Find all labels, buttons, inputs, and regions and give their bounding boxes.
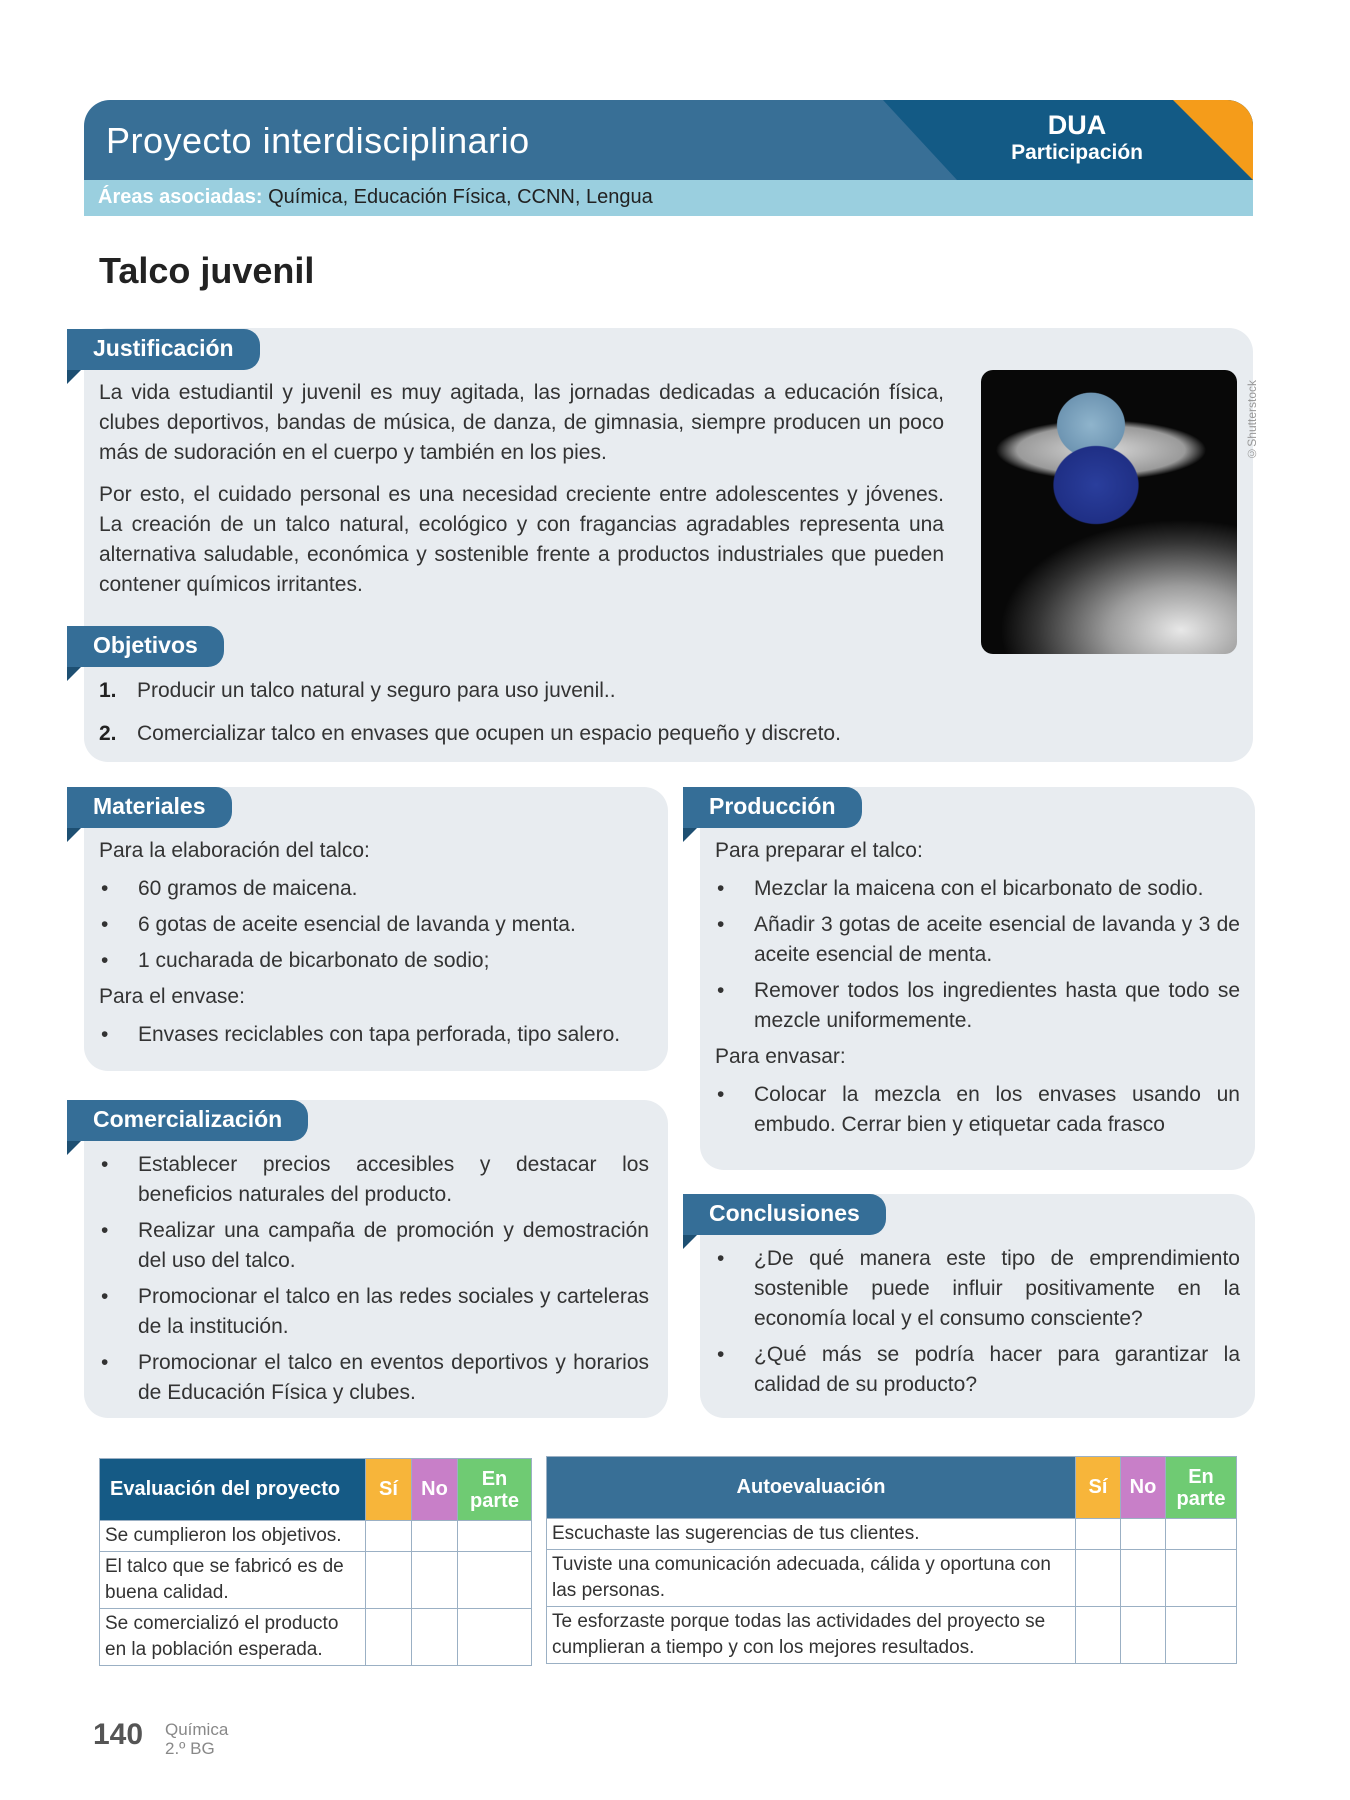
check-cell[interactable] <box>1166 1550 1237 1607</box>
areas-label: Áreas asociadas: <box>98 186 263 208</box>
check-cell[interactable] <box>458 1521 532 1552</box>
check-cell[interactable] <box>1166 1607 1237 1664</box>
check-cell[interactable] <box>366 1552 412 1609</box>
item-text: Comercializar talco en envases que ocupen un espacio pequeño y discreto. <box>137 722 841 745</box>
criterion: Te esforzaste porque todas las actividades del proyecto se cumplieran a tiempo y con los mejores resultados. <box>547 1607 1076 1664</box>
table-row <box>547 1519 1237 1550</box>
table-row <box>547 1607 1237 1664</box>
production-subheading: Para envasar: <box>715 1045 846 1068</box>
commercialization-content <box>99 1150 649 1414</box>
production-content <box>715 836 1240 1146</box>
list-item: • Envases reciclables con tapa perforada, tipo salero. <box>99 1020 659 1050</box>
col-si: Sí <box>1076 1457 1121 1519</box>
check-cell[interactable] <box>1166 1519 1237 1550</box>
page-number: 140 <box>93 1718 144 1751</box>
check-cell[interactable] <box>1121 1550 1166 1607</box>
tab-justificacion: Justificación <box>67 329 260 370</box>
criterion: Escuchaste las sugerencias de tus clientes. <box>547 1519 1076 1550</box>
check-cell[interactable] <box>1121 1607 1166 1664</box>
project-evaluation-table <box>99 1458 532 1666</box>
check-cell[interactable] <box>458 1609 532 1666</box>
list-item: • Colocar la mezcla en los envases usando un embudo. Cerrar bien y etiquetar cada frasco <box>715 1080 1240 1140</box>
project-header <box>84 100 1253 180</box>
check-cell[interactable] <box>1076 1607 1121 1664</box>
materials-subheading: Para la elaboración del talco: <box>99 839 370 862</box>
table-row <box>100 1521 532 1552</box>
tab-comercializacion: Comercialización <box>67 1100 308 1141</box>
check-cell[interactable] <box>1121 1519 1166 1550</box>
criterion: El talco que se fabricó es de buena calidad. <box>100 1552 366 1609</box>
list-item: • Promocionar el talco en eventos deportivos y horarios de Educación Física y clubes. <box>99 1348 649 1408</box>
list-item: • 6 gotas de aceite esencial de lavanda y menta. <box>99 910 659 940</box>
check-cell[interactable] <box>412 1552 458 1609</box>
col-no: No <box>1121 1457 1166 1519</box>
list-item: • 60 gramos de maicena. <box>99 874 659 904</box>
page-title: Talco juvenil <box>99 250 315 291</box>
item-number: 2. <box>99 722 117 745</box>
check-cell[interactable] <box>366 1521 412 1552</box>
header-title: Proyecto interdisciplinario <box>106 120 530 161</box>
table-row <box>547 1550 1237 1607</box>
page-footer <box>93 1718 229 1758</box>
criterion: Tuviste una comunicación adecuada, cálida y oportuna con las personas. <box>547 1550 1076 1607</box>
subject: Química <box>165 1720 229 1739</box>
table-row <box>100 1609 532 1666</box>
tab-conclusiones: Conclusiones <box>683 1194 886 1235</box>
list-item <box>99 719 1199 749</box>
production-subheading: Para preparar el talco: <box>715 839 923 862</box>
materials-subheading: Para el envase: <box>99 985 245 1008</box>
grade: 2.º BG <box>165 1739 215 1758</box>
item-number: 1. <box>99 679 117 702</box>
justification-text <box>99 378 944 612</box>
check-cell[interactable] <box>1076 1519 1121 1550</box>
subject-info <box>165 1720 285 1758</box>
col-en-parte: En parte <box>1166 1457 1237 1519</box>
col-en-parte: En parte <box>458 1459 532 1521</box>
list-item: • 1 cucharada de bicarbonato de sodio; <box>99 946 659 976</box>
talc-bottle-photo <box>981 370 1237 654</box>
list-item: • Añadir 3 gotas de aceite esencial de lavanda y 3 de aceite esencial de menta. <box>715 910 1240 970</box>
check-cell[interactable] <box>1076 1550 1121 1607</box>
list-item: • Promocionar el talco en las redes sociales y carteleras de la institución. <box>99 1282 649 1342</box>
objectives-list <box>99 676 1199 762</box>
justification-paragraph: La vida estudiantil y juvenil es muy agitada, las jornadas dedicadas a educación física, clubes deportivos, bandas de música, de danza, de gimnasia, siempre producen un poco más de sudoración en el cuerpo y también en los pies. <box>99 381 944 464</box>
materials-content <box>99 836 659 1056</box>
list-item: • Establecer precios accesibles y destacar los beneficios naturales del producto. <box>99 1150 649 1210</box>
check-cell[interactable] <box>412 1521 458 1552</box>
list-item <box>99 676 1199 706</box>
table-row <box>100 1552 532 1609</box>
criterion: Se cumplieron los objetivos. <box>100 1521 366 1552</box>
item-text: Producir un talco natural y seguro para uso juvenil.. <box>137 679 616 702</box>
check-cell[interactable] <box>412 1609 458 1666</box>
areas-strip <box>84 180 1253 216</box>
list-item: • Realizar una campaña de promoción y demostración del uso del talco. <box>99 1216 649 1276</box>
check-cell[interactable] <box>366 1609 412 1666</box>
dua-label <box>1011 110 1143 165</box>
criterion: Se comercializó el producto en la población esperada. <box>100 1609 366 1666</box>
self-evaluation-table <box>546 1456 1237 1664</box>
list-item: • ¿De qué manera este tipo de emprendimiento sostenible puede influir positivamente en la economía local y el consumo consciente? <box>715 1244 1240 1334</box>
tab-materiales: Materiales <box>67 787 232 828</box>
list-item: • Remover todos los ingredientes hasta que todo se mezcle uniformemente. <box>715 976 1240 1036</box>
tab-produccion: Producción <box>683 787 862 828</box>
table-header: Autoevaluación <box>547 1457 1076 1519</box>
col-si: Sí <box>366 1459 412 1521</box>
dua-subtitle: Participación <box>1011 141 1143 164</box>
dua-title: DUA <box>1047 110 1107 140</box>
list-item: • ¿Qué más se podría hacer para garantizar la calidad de su producto? <box>715 1340 1240 1400</box>
photo-credit: ©Shutterstock <box>1245 380 1259 461</box>
tab-objetivos: Objetivos <box>67 626 224 667</box>
check-cell[interactable] <box>458 1552 532 1609</box>
list-item: • Mezclar la maicena con el bicarbonato de sodio. <box>715 874 1240 904</box>
col-no: No <box>412 1459 458 1521</box>
areas-value: Química, Educación Física, CCNN, Lengua <box>268 186 653 208</box>
conclusions-content <box>715 1244 1240 1406</box>
justification-paragraph: Por esto, el cuidado personal es una necesidad creciente entre adolescentes y jóvenes. La creación de un talco natural, ecológico y con fragancias agradables representa una alternativa saludable, económica y sostenible frente a productos industriales que pueden contener químicos irritantes. <box>99 483 944 596</box>
table-header: Evaluación del proyecto <box>100 1459 366 1521</box>
